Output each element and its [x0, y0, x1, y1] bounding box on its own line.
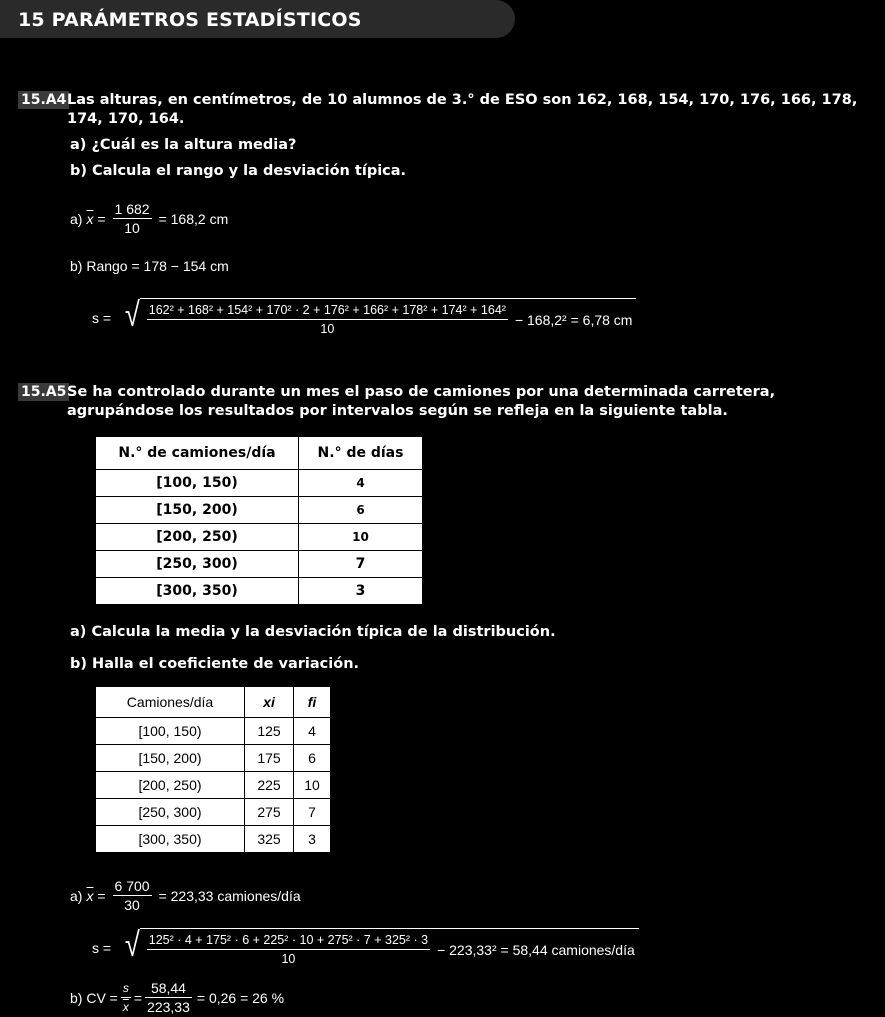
numerator: 125² · 4 + 175² · 6 + 225² · 10 + 275² · 7 + 325² · 3	[147, 931, 430, 950]
table-row	[96, 524, 423, 551]
question-b: b) Calcula el rango y la desviación típica.	[70, 163, 407, 179]
denominator: x	[122, 1000, 129, 1014]
frequency-cell: 7	[294, 799, 331, 826]
problem-number: 15.A5	[18, 383, 69, 401]
fraction	[121, 979, 131, 1016]
days-cell: 6	[299, 497, 423, 524]
days-cell: 4	[299, 470, 423, 497]
interval-cell: [100, 150)	[96, 470, 299, 497]
mean-symbol: $\overline{x}$	[86, 887, 94, 904]
std-dev-formula	[92, 298, 636, 338]
midpoint-cell: 225	[245, 772, 294, 799]
table-row	[96, 470, 423, 497]
mean-symbol: $\overline{x}$	[86, 210, 94, 227]
s-label: s =	[92, 940, 112, 956]
interval-cell: [100, 150)	[96, 718, 245, 745]
numerator: 162² + 168² + 154² + 170² · 2 + 176² + 166² + 178² + 174² + 164²	[147, 301, 508, 320]
denominator: 30	[124, 897, 140, 913]
denominator: 10	[124, 220, 140, 236]
s-label: s =	[92, 310, 112, 326]
table-row	[96, 551, 423, 578]
page-title: 15 PARÁMETROS ESTADÍSTICOS	[18, 9, 362, 31]
interval-cell: [150, 200)	[96, 745, 245, 772]
frequency-cell: 10	[294, 772, 331, 799]
question-b: b) Halla el coeficiente de variación.	[70, 656, 360, 672]
table-row	[96, 745, 331, 772]
frequency-cell: 3	[294, 826, 331, 853]
solution-a: a) $\overline{x}$ = $\frac{6 700}{30}$ = 223,33 camiones/día	[70, 878, 301, 913]
calculation-table	[95, 686, 331, 853]
denominator: 10	[320, 322, 335, 336]
interval-cell: [250, 300)	[96, 799, 245, 826]
frequency-cell: 6	[294, 745, 331, 772]
result: − 223,33² = 58,44 camiones/día	[437, 941, 635, 958]
fraction	[113, 200, 152, 237]
table-row	[96, 772, 331, 799]
interval-cell: [150, 200)	[96, 497, 299, 524]
fraction	[145, 979, 192, 1016]
result: = 168,2 cm	[158, 210, 229, 227]
midpoint-cell: 325	[245, 826, 294, 853]
solution-b-range: b) Rango = 178 − 154 cm	[70, 258, 229, 274]
cv-label: b) CV =	[70, 989, 118, 1006]
problem-statement: Las alturas, en centímetros, de 10 alumnos de 3.° de ESO son 162, 168, 154, 170, 176, 166, 178, 174, 170, 164.	[67, 92, 858, 127]
numerator: 6 700	[114, 878, 150, 894]
midpoint-cell: 125	[245, 718, 294, 745]
column-header: Camiones/día	[96, 687, 245, 718]
table-row	[96, 799, 331, 826]
solution-label: a)	[70, 210, 83, 227]
table-row	[96, 578, 423, 605]
table-row	[96, 826, 331, 853]
result: = 223,33 camiones/día	[158, 887, 301, 904]
table-header-row	[96, 687, 331, 718]
column-header: N.° de días	[299, 437, 423, 470]
interval-cell: [300, 350)	[96, 578, 299, 605]
coefficient-of-variation: b) CV = $\frac{s}{x}$ = $\frac{58,44}{223,33}$ = 0,26 = 26 %	[70, 980, 285, 1015]
denominator: 223,33	[147, 999, 190, 1015]
midpoint-cell: 275	[245, 799, 294, 826]
radical-sign: √	[124, 296, 140, 334]
frequency-cell: 4	[294, 718, 331, 745]
numerator: s	[121, 979, 131, 998]
solution-label: a)	[70, 887, 83, 904]
interval-cell: [250, 300)	[96, 551, 299, 578]
numerator: 58,44	[145, 979, 192, 998]
denominator: 10	[281, 952, 296, 966]
fraction	[113, 877, 152, 914]
result: = 0,26 = 26 %	[196, 989, 285, 1006]
numerator: 1 682	[114, 201, 150, 217]
days-cell: 3	[299, 578, 423, 605]
problem-number: 15.A4	[18, 91, 69, 109]
sqrt	[123, 928, 639, 968]
sqrt	[123, 298, 636, 338]
question-a: a) ¿Cuál es la altura media?	[70, 137, 297, 153]
frequency-table	[95, 436, 423, 605]
fraction	[147, 301, 508, 338]
radical-sign: √	[124, 926, 140, 964]
table-row	[96, 718, 331, 745]
interval-cell: [200, 250)	[96, 524, 299, 551]
midpoint-cell: 175	[245, 745, 294, 772]
std-dev-formula	[92, 928, 639, 968]
days-cell: 10	[299, 524, 423, 551]
solution-a: a) $\overline{x}$ = $\frac{1 682}{10}$ = 168,2 cm	[70, 201, 229, 236]
interval-cell: [300, 350)	[96, 826, 245, 853]
fraction	[147, 931, 430, 968]
table-header-row	[96, 437, 423, 470]
interval-cell: [200, 250)	[96, 772, 245, 799]
column-header: xi	[245, 687, 294, 718]
table-row	[96, 497, 423, 524]
problem-statement: Se ha controlado durante un mes el paso de camiones por una determinada carretera, agrupándose los resultados por intervalos según se refleja en la siguiente tabla.	[67, 384, 776, 419]
column-header: fi	[294, 687, 331, 718]
question-a: a) Calcula la media y la desviación típica de la distribución.	[70, 624, 556, 640]
days-cell: 7	[299, 551, 423, 578]
column-header: N.° de camiones/día	[96, 437, 299, 470]
result: − 168,2² = 6,78 cm	[514, 311, 633, 328]
